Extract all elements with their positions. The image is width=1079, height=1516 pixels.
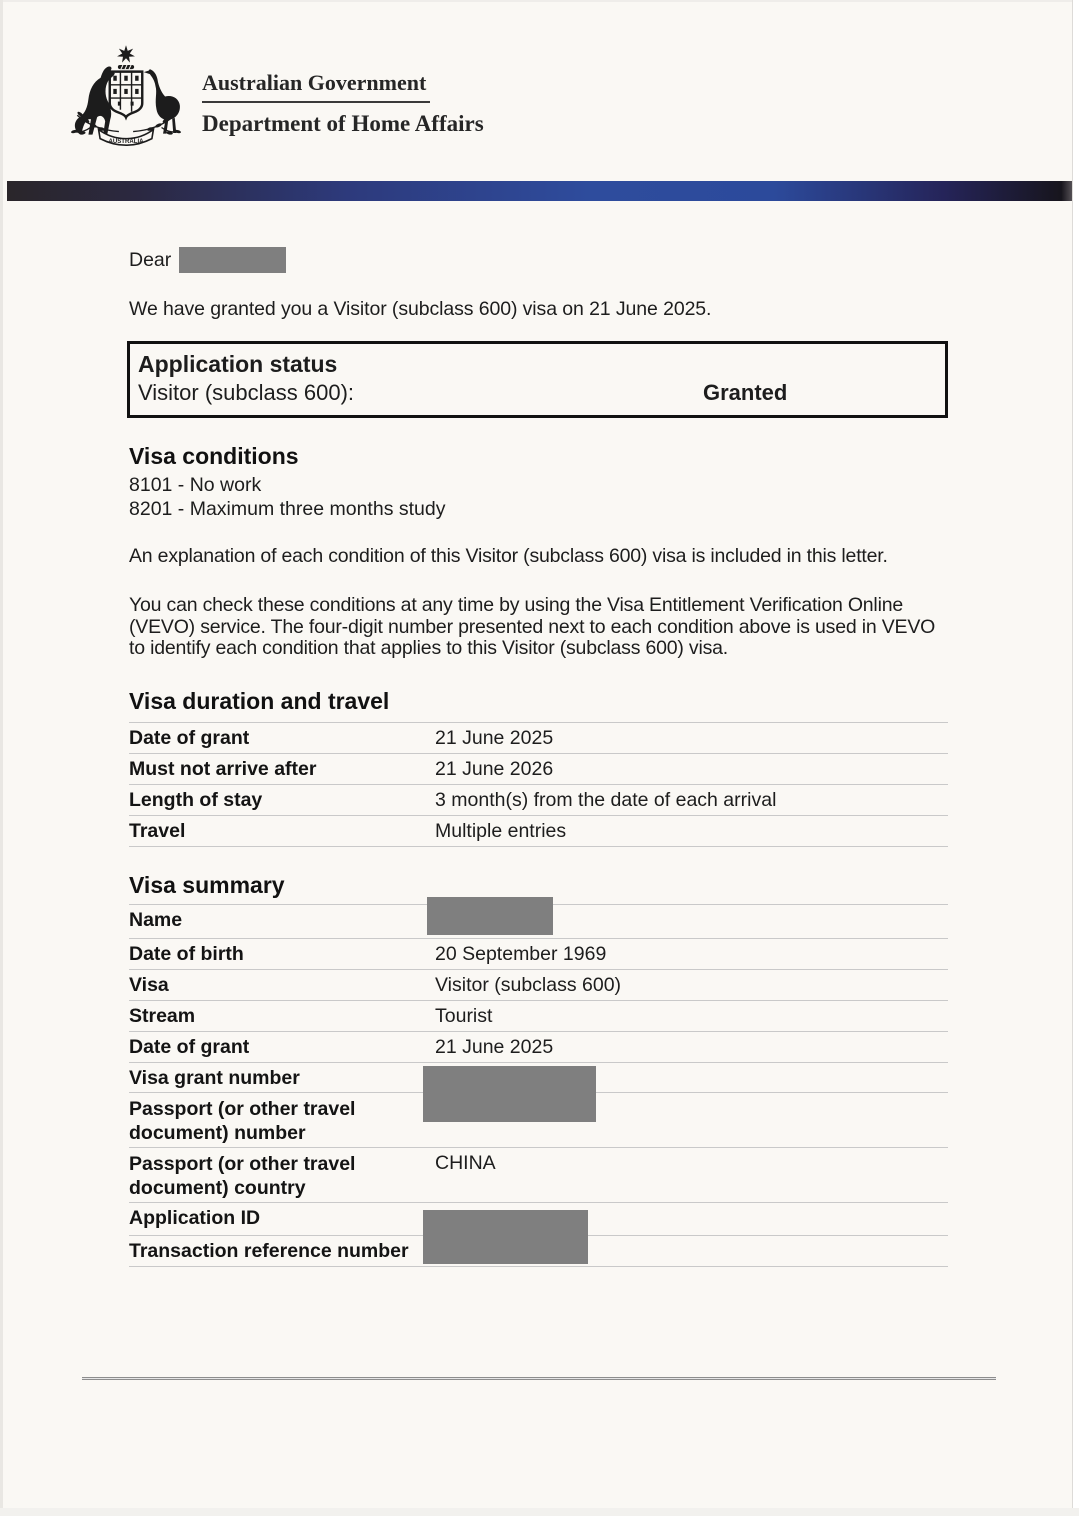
redacted-recipient-name (179, 247, 286, 273)
redacted-visa-grant-and-passport-number-box (423, 1066, 596, 1122)
crest-banner-text: AUSTRALIA (108, 137, 144, 145)
redacted-application-id-and-trn-box (423, 1210, 588, 1264)
star-icon (117, 45, 135, 62)
table-row (129, 938, 948, 969)
condition-item: 8101 - No work (129, 474, 262, 496)
dept-title: Department of Home Affairs (202, 111, 484, 136)
government-header (60, 42, 484, 150)
status-visa-label: Visitor (subclass 600): (138, 380, 355, 405)
row-value: 21 June 2025 (435, 726, 554, 749)
row-value: CHINA (435, 1151, 496, 1174)
page-edge-right (1072, 0, 1079, 1516)
page-edge-left (0, 0, 3, 1516)
gov-title: Australian Government (202, 72, 430, 103)
row-label: Application ID (129, 1206, 261, 1229)
visa-conditions-title: Visa conditions (129, 443, 299, 469)
row-label: Date of grant (129, 726, 250, 749)
table-row (129, 1000, 948, 1031)
table-row (129, 722, 948, 753)
redacted-name-box (427, 897, 553, 935)
row-label: Length of stay (129, 788, 263, 811)
table-row (129, 784, 948, 815)
coat-of-arms-icon (60, 42, 192, 150)
table-row (129, 1031, 948, 1062)
application-status-title: Application status (138, 351, 338, 377)
row-value: 21 June 2025 (435, 1035, 554, 1058)
row-label: Visa (129, 973, 169, 996)
row-label: Must not arrive after (129, 757, 317, 780)
row-label: Date of grant (129, 1035, 250, 1058)
row-label: Passport (or other travel document) country (129, 1152, 356, 1199)
row-label: Date of birth (129, 942, 244, 965)
table-row (129, 815, 948, 846)
grant-statement: We have granted you a Visitor (subclass 600) visa on 21 June 2025. (129, 298, 712, 320)
row-label: Passport (or other travel document) number (129, 1097, 356, 1144)
conditions-explanation: An explanation of each condition of this Visitor (subclass 600) visa is included in this letter. (129, 545, 888, 567)
salutation-line (129, 246, 948, 274)
duration-table (129, 722, 948, 847)
row-label: Visa grant number (129, 1066, 300, 1089)
header-titles (202, 42, 484, 150)
row-value: 20 September 1969 (435, 942, 607, 965)
row-value: 3 month(s) from the date of each arrival (435, 788, 777, 811)
application-status-box (127, 341, 948, 418)
row-value: Visitor (subclass 600) (435, 973, 622, 996)
row-label: Travel (129, 819, 186, 842)
row-label: Stream (129, 1004, 196, 1027)
row-value: Multiple entries (435, 819, 567, 842)
duration-table-title: Visa duration and travel (129, 687, 390, 714)
table-row (129, 753, 948, 784)
summary-table (129, 904, 948, 1267)
salutation-text: Dear (129, 248, 172, 271)
shield-icon (110, 72, 142, 118)
condition-item: 8201 - Maximum three months study (129, 498, 446, 520)
row-value: 21 June 2026 (435, 757, 554, 780)
status-value: Granted (703, 380, 788, 405)
page-edge-top (0, 0, 1073, 2)
summary-table-title: Visa summary (129, 871, 285, 898)
table-row (129, 969, 948, 1000)
header-accent-bar (7, 181, 1072, 201)
row-label: Name (129, 908, 183, 931)
row-label: Transaction reference number (129, 1239, 409, 1262)
letter-body (129, 240, 948, 1267)
page-edge-bottom (0, 1508, 1079, 1516)
table-row (129, 1147, 948, 1202)
row-value: Tourist (435, 1004, 493, 1027)
vevo-paragraph: You can check these conditions at any time by using the Visa Entitlement Verification Online (VEVO) service. The four-digit number presented next to each condition above is used in VEVO to identify each condition that applies to this Visitor (subclass 600) visa. (129, 594, 936, 659)
application-status-row (138, 379, 937, 407)
footer-divider (82, 1377, 996, 1380)
